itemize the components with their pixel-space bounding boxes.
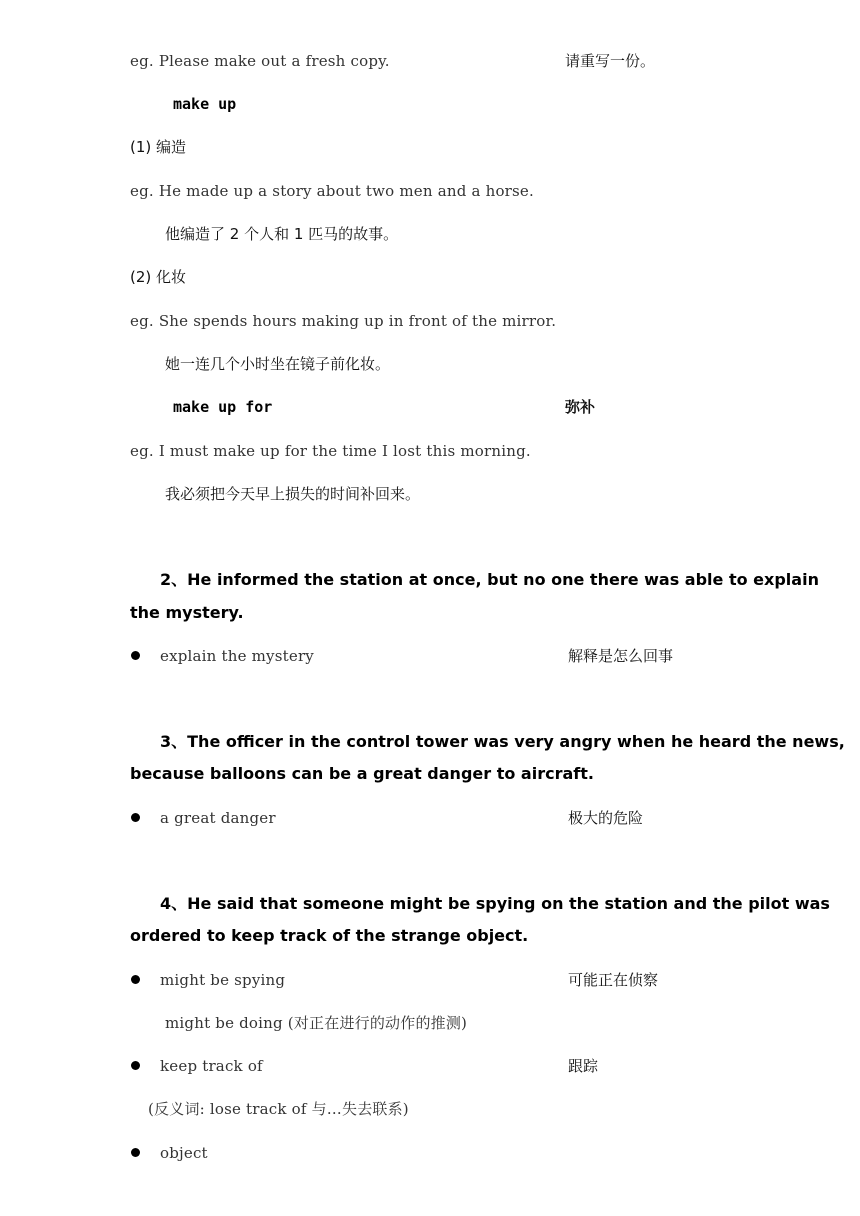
example-sentence: eg. I must make up for the time I lost this morning. bbox=[130, 442, 531, 460]
phrase-translation: 解释是怎么回事 bbox=[568, 647, 674, 665]
sense-label: (2) 化妆 bbox=[130, 268, 187, 286]
key-sentence-line: because balloons can be a great danger to aircraft. bbox=[130, 764, 594, 783]
key-sentence-line: 4、He said that someone might be spying on the station and the pilot was bbox=[160, 894, 830, 913]
bullet-icon bbox=[131, 651, 140, 660]
phrase-note: might be doing (对正在进行的动作的推测) bbox=[165, 1014, 468, 1032]
example-translation: 他编造了 2 个人和 1 匹马的故事。 bbox=[165, 225, 399, 243]
phrase-translation: 弥补 bbox=[565, 398, 596, 416]
phrase-translation: 可能正在侦察 bbox=[568, 971, 659, 989]
key-sentence-line: the mystery. bbox=[130, 603, 244, 622]
phrase-translation: 极大的危险 bbox=[568, 809, 644, 827]
example-translation: 请重写一份。 bbox=[565, 52, 656, 70]
example-sentence: eg. Please make out a fresh copy. bbox=[130, 52, 390, 70]
phrase-item: explain the mystery bbox=[160, 647, 314, 665]
sense-label: (1) 编造 bbox=[130, 138, 187, 156]
bullet-icon bbox=[131, 813, 140, 822]
phrase-heading: make up bbox=[173, 95, 237, 113]
phrase-item: a great danger bbox=[160, 809, 276, 827]
phrase-item: keep track of bbox=[160, 1057, 263, 1075]
example-sentence: eg. She spends hours making up in front of the mirror. bbox=[130, 312, 557, 330]
bullet-icon bbox=[131, 1061, 140, 1070]
key-sentence-line: 3、The officer in the control tower was very angry when he heard the news, bbox=[160, 732, 845, 751]
example-sentence: eg. He made up a story about two men and a horse. bbox=[130, 182, 534, 200]
phrase-heading: make up for bbox=[173, 398, 273, 416]
example-translation: 我必须把今天早上损失的时间补回来。 bbox=[165, 485, 421, 503]
phrase-item: might be spying bbox=[160, 971, 286, 989]
phrase-translation: 跟踪 bbox=[568, 1057, 599, 1075]
example-translation: 她一连几个小时坐在镜子前化妆。 bbox=[165, 355, 391, 373]
key-sentence-line: ordered to keep track of the strange object. bbox=[130, 926, 529, 945]
bullet-icon bbox=[131, 975, 140, 984]
bullet-icon bbox=[131, 1148, 140, 1157]
phrase-item: object bbox=[160, 1144, 208, 1162]
key-sentence-line: 2、He informed the station at once, but no one there was able to explain bbox=[160, 570, 819, 589]
phrase-note: (反义词: lose track of 与…失去联系) bbox=[148, 1100, 409, 1118]
